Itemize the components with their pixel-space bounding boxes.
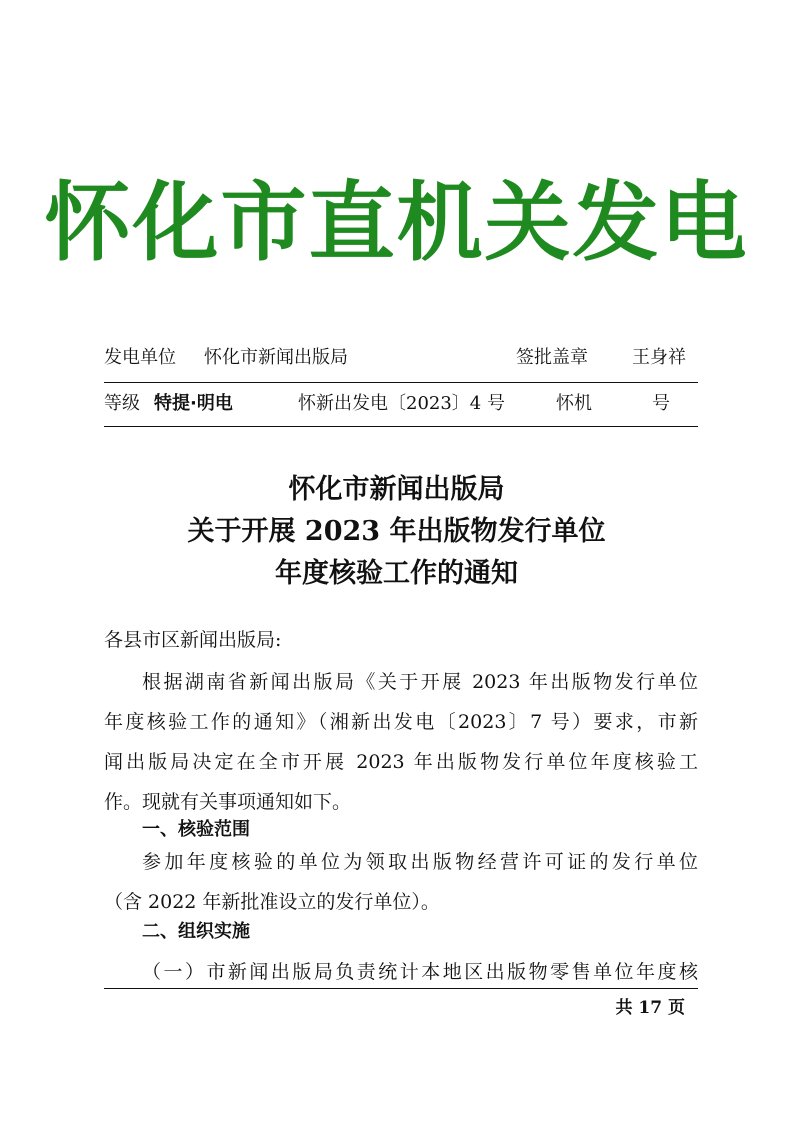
section-1-line-1: 参加年度核验的单位为领取出版物经营许可证的发行单位	[142, 851, 698, 873]
footer-rule	[104, 988, 698, 989]
intro-line-1: 根据湖南省新闻出版局《关于开展 2023 年出版物发行单位	[142, 671, 698, 693]
priority-value: 特提·明电	[154, 393, 233, 414]
section-1-line-2: （含 2022 年新批准设立的发行单位）。	[104, 891, 440, 913]
intro-line-3: 闻出版局决定在全市开展 2023 年出版物发行单位年度核验工	[104, 751, 698, 773]
masthead-title: 怀化市直机关发电	[44, 173, 749, 273]
priority-row	[104, 384, 698, 424]
machine-label: 怀机	[556, 393, 592, 414]
signer-value: 王身祥	[632, 347, 686, 368]
signer-label: 签批盖章	[516, 347, 588, 368]
sender-value: 怀化市新闻出版局	[204, 347, 348, 368]
sender-row	[104, 338, 698, 378]
title-line-3: 年度核验工作的通知	[275, 558, 518, 589]
salutation: 各县市区新闻出版局:	[104, 629, 282, 651]
header-rule-top	[104, 382, 698, 383]
section-1-heading: 一、核验范围	[142, 819, 250, 840]
header-rule-bottom	[104, 426, 698, 427]
document-number: 怀新出发电〔2023〕4 号	[298, 393, 505, 414]
intro-line-4: 作。现就有关事项通知如下。	[104, 791, 352, 813]
section-2-line-1: （一）市新闻出版局负责统计本地区出版物零售单位年度核	[142, 961, 698, 983]
title-line-2: 关于开展 2023 年出版物发行单位	[187, 516, 606, 547]
page-count: 共 17 页	[615, 998, 685, 1018]
title-line-1: 怀化市新闻出版局	[288, 474, 505, 505]
priority-label: 等级	[104, 393, 140, 414]
sender-label: 发电单位	[104, 347, 176, 368]
section-2-heading: 二、组织实施	[142, 921, 250, 942]
machine-suffix: 号	[652, 393, 670, 414]
intro-line-2: 年度核验工作的通知》（湘新出发电〔2023〕7 号）要求，市新	[104, 711, 698, 733]
